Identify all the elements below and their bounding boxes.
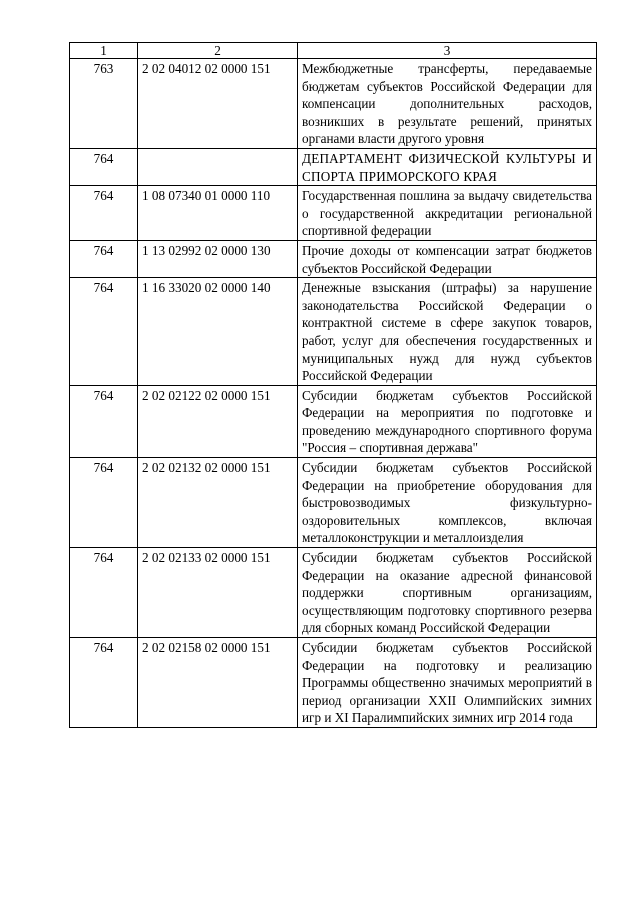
admin-code-cell: 763 bbox=[70, 59, 138, 149]
admin-code-cell: 764 bbox=[70, 186, 138, 241]
department-name-cell: ДЕПАРТАМЕНТ ФИЗИЧЕСКОЙ КУЛЬТУРЫ И СПОРТА ПРИМОРСКОГО КРАЯ bbox=[298, 148, 597, 185]
admin-code-cell: 764 bbox=[70, 240, 138, 277]
revenue-code-cell: 2 02 02158 02 0000 151 bbox=[138, 638, 298, 728]
revenue-code-cell: 2 02 02133 02 0000 151 bbox=[138, 548, 298, 638]
admin-code-cell: 764 bbox=[70, 148, 138, 185]
revenue-code-cell: 1 13 02992 02 0000 130 bbox=[138, 240, 298, 277]
revenue-name-cell: Денежные взыскания (штрафы) за нарушение законодательства Российской Федерации о контрактной системе в сфере закупок товаров, работ, услуг для обеспечения государственных и муниципальных нужд для нужд субъектов Российской Федерации bbox=[298, 278, 597, 386]
revenue-name-cell: Межбюджетные трансферты, передаваемые бюджетам субъектов Российской Федерации для компенсации дополнительных расходов, возникших в результате решений, принятых органами власти другого уровня bbox=[298, 59, 597, 149]
table-row bbox=[70, 59, 597, 149]
table-row bbox=[70, 278, 597, 386]
revenue-name-cell: Государственная пошлина за выдачу свидетельства о государственной аккредитации региональной спортивной федерации bbox=[298, 186, 597, 241]
admin-code-cell: 764 bbox=[70, 458, 138, 548]
revenue-name-cell: Субсидии бюджетам субъектов Российской Федерации на приобретение оборудования для быстровозводимых физкультурно-оздоровительных комплексов, включая металлоконструкции и металлоизделия bbox=[298, 458, 597, 548]
revenue-name-cell: Субсидии бюджетам субъектов Российской Федерации на подготовку и реализацию Программы общественно значимых мероприятий в период организации XXII Олимпийских зимних игр и XI Паралимпийских зимних игр 2014 года bbox=[298, 638, 597, 728]
admin-code-cell: 764 bbox=[70, 385, 138, 457]
table-row bbox=[70, 385, 597, 457]
table-row bbox=[70, 638, 597, 728]
table-row bbox=[70, 240, 597, 277]
table-row bbox=[70, 548, 597, 638]
revenue-name-cell: Прочие доходы от компенсации затрат бюджетов субъектов Российской Федерации bbox=[298, 240, 597, 277]
table-row bbox=[70, 458, 597, 548]
revenue-code-cell bbox=[138, 148, 298, 185]
admin-code-cell: 764 bbox=[70, 278, 138, 386]
column-number-3: 3 bbox=[298, 43, 597, 59]
revenue-name-cell: Субсидии бюджетам субъектов Российской Федерации на мероприятия по подготовке и проведению международного спортивного форума "Россия – спортивная держава" bbox=[298, 385, 597, 457]
revenue-code-cell: 1 08 07340 01 0000 110 bbox=[138, 186, 298, 241]
revenue-code-cell: 2 02 02132 02 0000 151 bbox=[138, 458, 298, 548]
admin-code-cell: 764 bbox=[70, 638, 138, 728]
table-row bbox=[70, 186, 597, 241]
admin-code-cell: 764 bbox=[70, 548, 138, 638]
revenue-name-cell: Субсидии бюджетам субъектов Российской Федерации на оказание адресной финансовой поддержки спортивным организациям, осуществляющим подготовку спортивного резерва для сборных команд Российской Федерации bbox=[298, 548, 597, 638]
revenue-codes-table bbox=[69, 42, 597, 728]
column-number-2: 2 bbox=[138, 43, 298, 59]
revenue-code-cell: 2 02 04012 02 0000 151 bbox=[138, 59, 298, 149]
table-row bbox=[70, 148, 597, 185]
column-number-1: 1 bbox=[70, 43, 138, 59]
revenue-code-cell: 1 16 33020 02 0000 140 bbox=[138, 278, 298, 386]
revenue-code-cell: 2 02 02122 02 0000 151 bbox=[138, 385, 298, 457]
column-number-row bbox=[70, 43, 597, 59]
